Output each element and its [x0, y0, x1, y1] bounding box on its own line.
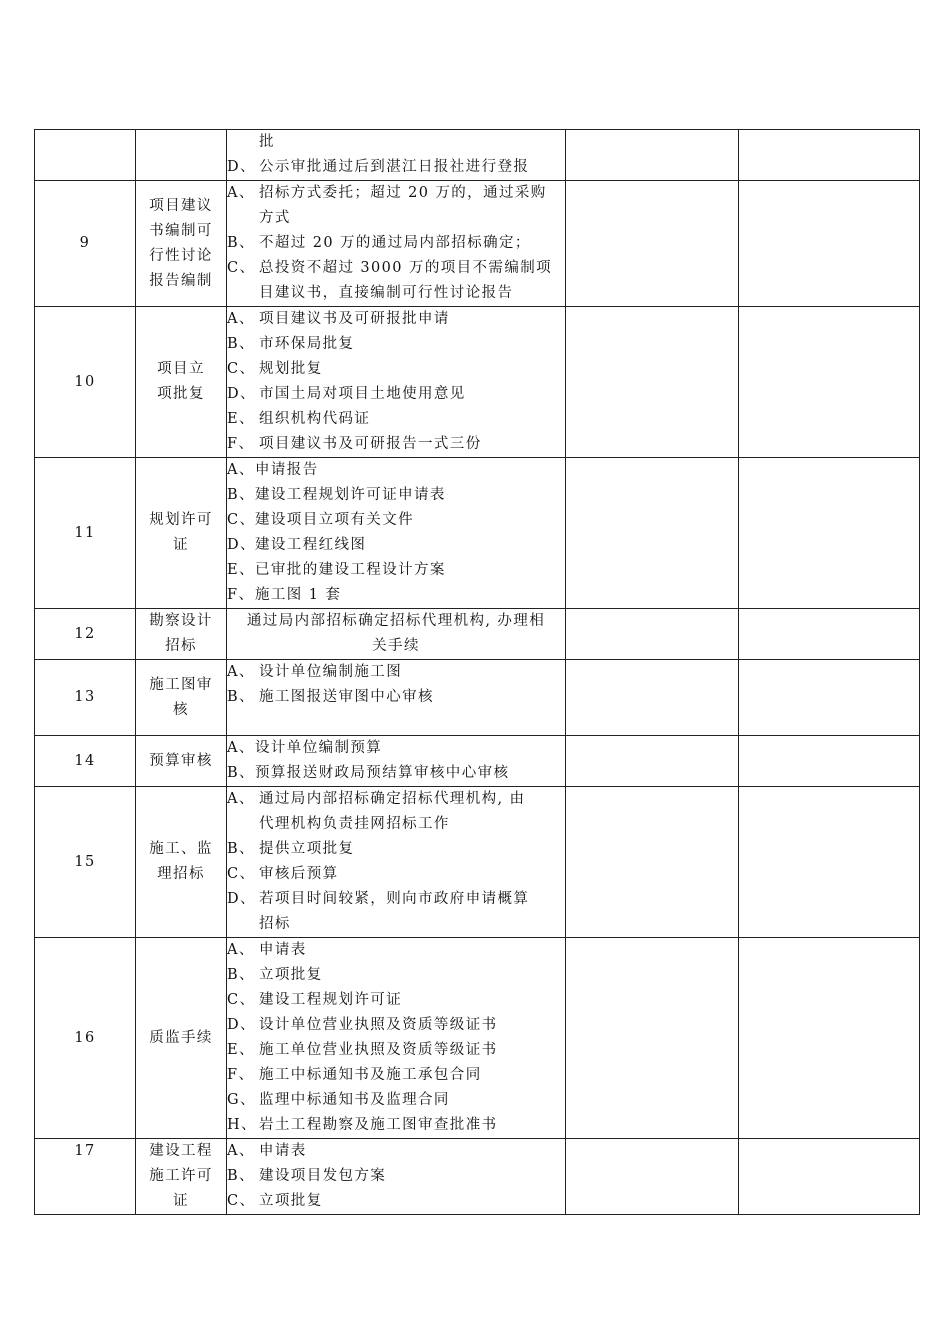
row-number-cell: 15	[35, 787, 136, 938]
row-items-cell	[227, 609, 566, 660]
row-items-cell	[227, 181, 566, 307]
list-item: A、 设计单位编制施工图	[227, 664, 403, 680]
row-name-cell: 项目建议书编制可行性讨论报告编制	[136, 181, 227, 307]
list-item: B、预算报送财政局预结算审核中心审核	[227, 765, 510, 781]
list-item: F、 施工中标通知书及施工承包合同	[227, 1067, 482, 1083]
list-item: 代理机构负责挂网招标工作	[259, 816, 450, 832]
row-items-cell	[227, 130, 566, 181]
empty-cell	[739, 938, 920, 1139]
row-number-cell: 10	[35, 307, 136, 458]
row-name-cell: 规划许可证	[136, 458, 227, 609]
list-item: 招标	[259, 916, 291, 932]
empty-cell	[566, 660, 739, 736]
list-item: B、 提供立项批复	[227, 841, 355, 857]
list-item: 批	[259, 134, 275, 150]
row-name-cell: 建设工程施工许可证	[136, 1139, 227, 1215]
list-item: A、 项目建议书及可研报批申请	[227, 311, 450, 327]
list-item: F、 项目建议书及可研报告一式三份	[227, 436, 482, 452]
list-item: E、已审批的建设工程设计方案	[227, 562, 446, 578]
list-item: B、 不超过 20 万的通过局内部招标确定；	[227, 235, 531, 251]
list-item: A、设计单位编制预算	[227, 740, 383, 756]
list-item: E、 施工单位营业执照及资质等级证书	[227, 1042, 498, 1058]
list-item: H、 岩土工程勘察及施工图审查批准书	[227, 1117, 498, 1133]
row-items-cell	[227, 307, 566, 458]
row-number-cell: 11	[35, 458, 136, 609]
list-item: B、 立项批复	[227, 967, 323, 983]
list-item: D、 设计单位营业执照及资质等级证书	[227, 1017, 498, 1033]
row-items-cell	[227, 787, 566, 938]
list-item: D、 市国土局对项目土地使用意见	[227, 386, 466, 402]
empty-cell	[739, 307, 920, 458]
list-item: G、 监理中标通知书及监理合同	[227, 1092, 450, 1108]
list-item: C、建设项目立项有关文件	[227, 512, 414, 528]
row-items-cell	[227, 458, 566, 609]
row-items-cell	[227, 736, 566, 787]
list-item: A、 申请表	[227, 942, 307, 958]
list-item: B、 建设项目发包方案	[227, 1168, 387, 1184]
table-row	[35, 181, 920, 307]
empty-cell	[739, 130, 920, 181]
row-number-cell: 12	[35, 609, 136, 660]
row-name-cell: 预算审核	[136, 736, 227, 787]
empty-cell	[739, 1139, 920, 1215]
row-name-cell	[136, 130, 227, 181]
empty-cell	[566, 787, 739, 938]
list-item: C、 立项批复	[227, 1193, 323, 1209]
empty-cell	[739, 458, 920, 609]
table-row	[35, 660, 920, 736]
empty-cell	[739, 787, 920, 938]
list-item: D、 若项目时间较紧，则向市政府申请概算	[227, 891, 530, 907]
row-number-cell: 16	[35, 938, 136, 1139]
empty-cell	[739, 609, 920, 660]
empty-cell	[739, 181, 920, 307]
empty-cell	[566, 1139, 739, 1215]
procedure-table	[34, 129, 920, 1215]
row-number-cell: 17	[35, 1139, 136, 1215]
table-row	[35, 787, 920, 938]
list-item: C、 建设工程规划许可证	[227, 992, 403, 1008]
row-number-cell: 13	[35, 660, 136, 736]
row-number-cell	[35, 130, 136, 181]
list-item: A、申请报告	[227, 462, 319, 478]
list-item: 目建议书，直接编制可行性讨论报告	[259, 285, 514, 301]
list-item: C、 规划批复	[227, 361, 323, 377]
row-number-cell: 9	[35, 181, 136, 307]
row-name-cell: 项目立项批复	[136, 307, 227, 458]
row-items-cell	[227, 660, 566, 736]
list-item: B、 市环保局批复	[227, 336, 355, 352]
list-item: D、建设工程红线图	[227, 537, 367, 553]
table-row	[35, 736, 920, 787]
list-item: A、 通过局内部招标确定招标代理机构, 由	[227, 791, 526, 807]
list-item: E、 组织机构代码证	[227, 411, 371, 427]
row-items-cell	[227, 938, 566, 1139]
table-row	[35, 609, 920, 660]
list-item: 通过局内部招标确定招标代理机构, 办理相	[246, 613, 546, 629]
table-row	[35, 1139, 920, 1215]
list-item: F、施工图 1 套	[227, 587, 342, 603]
empty-cell	[566, 181, 739, 307]
empty-cell	[566, 609, 739, 660]
list-item: A、 申请表	[227, 1143, 307, 1159]
empty-cell	[739, 736, 920, 787]
table-row	[35, 130, 920, 181]
table-row	[35, 938, 920, 1139]
empty-cell	[566, 130, 739, 181]
empty-cell	[739, 660, 920, 736]
list-item: 方式	[259, 210, 291, 226]
empty-cell	[566, 458, 739, 609]
table-row	[35, 458, 920, 609]
list-item: D、 公示审批通过后到湛江日报社进行登报	[227, 159, 530, 175]
row-name-cell: 施工图审核	[136, 660, 227, 736]
list-item: A、 招标方式委托；超过 20 万的，通过采购	[227, 185, 547, 201]
empty-cell	[566, 307, 739, 458]
row-number-cell: 14	[35, 736, 136, 787]
row-name-cell: 施工、监理招标	[136, 787, 227, 938]
empty-cell	[566, 938, 739, 1139]
list-item: C、 审核后预算	[227, 866, 339, 882]
list-item: 关手续	[372, 638, 420, 654]
row-name-cell: 勘察设计招标	[136, 609, 227, 660]
row-name-cell: 质监手续	[136, 938, 227, 1139]
list-item: C、 总投资不超过 3000 万的项目不需编制项	[227, 260, 553, 276]
list-item: B、 施工图报送审图中心审核	[227, 689, 434, 705]
list-item: B、建设工程规划许可证申请表	[227, 487, 446, 503]
table-row	[35, 307, 920, 458]
row-items-cell	[227, 1139, 566, 1215]
empty-cell	[566, 736, 739, 787]
